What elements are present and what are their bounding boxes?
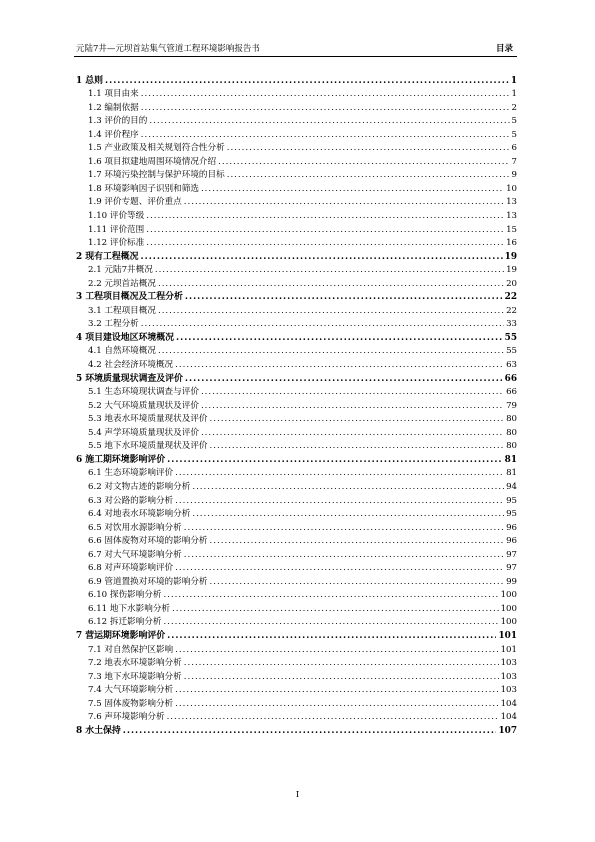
toc-dot-leader: [185, 291, 503, 303]
toc-page-number: 79: [506, 400, 517, 411]
toc-page-number: 55: [506, 346, 517, 357]
toc-entry-title: 6.7 对大气环境影响分析: [88, 549, 182, 560]
toc-entry-title: 6.11 地下水影响分析: [88, 603, 171, 614]
toc-section-entry[interactable]: [76, 439, 517, 453]
toc-entry-title: 7.4 大气环境影响分析: [88, 685, 174, 696]
toc-page-number: 101: [500, 644, 517, 655]
toc-dot-leader: [175, 495, 504, 507]
toc-section-entry[interactable]: [76, 588, 517, 602]
toc-entry-title: 6.5 对饮用水源影响分析: [88, 522, 182, 533]
toc-dot-leader: [210, 440, 505, 452]
toc-section-entry[interactable]: [76, 385, 517, 399]
toc-page-number: 100: [500, 617, 517, 628]
toc-entry-title: 7 营运期环境影响评价: [76, 630, 166, 641]
toc-section-entry[interactable]: [76, 642, 517, 656]
toc-page-number: 97: [506, 549, 517, 560]
toc-dot-leader: [175, 467, 504, 479]
toc-entry-title: 1.8 环境影响因子识别和筛选: [88, 183, 199, 194]
toc-entry-title: 6.9 管道置换对环境的影响分析: [88, 576, 208, 587]
toc-dot-leader: [218, 156, 509, 168]
toc-section-entry[interactable]: [76, 222, 517, 236]
toc-entry-title: 6.2 对文物古迹的影响分析: [88, 481, 191, 492]
toc-entry-title: 2.1 元陆7井概况: [88, 265, 153, 276]
toc-entry-title: 7.6 声环境影响分析: [88, 712, 165, 723]
toc-section-entry[interactable]: [76, 127, 517, 141]
toc-section-entry[interactable]: [76, 303, 517, 317]
toc-page-number: 100: [500, 603, 517, 614]
toc-page-number: 81: [506, 468, 517, 479]
toc-section-entry[interactable]: [76, 601, 517, 615]
toc-dot-leader: [141, 88, 510, 100]
toc-chapter-entry[interactable]: [76, 723, 517, 737]
toc-entry-title: 2 现有工程概况: [76, 251, 139, 262]
toc-page-number: 22: [504, 292, 517, 303]
toc-page-number: 66: [504, 373, 517, 384]
toc-dot-leader: [175, 562, 504, 574]
toc-page-number: 6: [511, 143, 517, 154]
toc-page-number: 80: [506, 427, 517, 438]
toc-entry-title: 1.9 评价专题、评价重点: [88, 197, 182, 208]
toc-section-entry[interactable]: [76, 263, 517, 277]
toc-dot-leader: [105, 75, 509, 87]
toc-dot-leader: [184, 549, 504, 561]
toc-entry-title: 1.6 项目拟建地周围环境情况介绍: [88, 156, 217, 167]
toc-dot-leader: [201, 400, 504, 412]
toc-page-number: 101: [498, 630, 517, 641]
toc-chapter-entry[interactable]: [76, 249, 517, 263]
toc-entry-title: 1.5 产业政策及相关规划符合性分析: [88, 143, 225, 154]
toc-page-number: 94: [506, 481, 517, 492]
toc-entry-title: 7.5 固体废物影响分析: [88, 698, 174, 709]
toc-dot-leader: [123, 725, 497, 737]
section-label: 目录: [495, 44, 513, 54]
toc-entry-title: 6.8 对声环境影响评价: [88, 563, 174, 574]
toc-section-entry[interactable]: [76, 168, 517, 182]
toc-page-number: 1: [510, 75, 517, 86]
toc-section-entry[interactable]: [76, 547, 517, 561]
toc-dot-leader: [175, 698, 498, 710]
toc-dot-leader: [175, 644, 498, 656]
toc-page-number: 1: [511, 89, 517, 100]
toc-page-number: 103: [500, 671, 517, 682]
toc-page-number: 5: [511, 116, 517, 127]
toc-page-number: 19: [504, 251, 517, 262]
toc-section-entry[interactable]: [76, 357, 517, 371]
document-title: 元陆7井—元坝首站集气管道工程环境影响报告书: [76, 44, 260, 54]
toc-section-entry[interactable]: [76, 154, 517, 168]
toc-entry-title: 7.2 地表水环境影响分析: [88, 658, 182, 669]
toc-dot-leader: [184, 522, 504, 534]
toc-page-number: 7: [511, 156, 517, 167]
toc-page-number: 103: [500, 685, 517, 696]
toc-page-number: 16: [506, 238, 517, 249]
toc-section-entry[interactable]: [76, 317, 517, 331]
toc-entry-title: 1.4 评价程序: [88, 129, 139, 140]
toc-entry-title: 3.1 工程项目概况: [88, 305, 156, 316]
toc-page-number: 63: [506, 360, 517, 371]
toc-section-entry[interactable]: [76, 344, 517, 358]
toc-page-number: 19: [506, 265, 517, 276]
toc-page-number: 13: [506, 197, 517, 208]
toc-page-number: 13: [506, 211, 517, 222]
toc-dot-leader: [210, 576, 505, 588]
toc-entry-title: 4.2 社会经济环境概况: [88, 360, 174, 371]
toc-section-entry[interactable]: [76, 615, 517, 629]
toc-dot-leader: [141, 102, 510, 114]
toc-dot-leader: [158, 278, 504, 290]
toc-dot-leader: [163, 616, 498, 628]
toc-entry-title: 2.2 元坝首站概况: [88, 278, 156, 289]
toc-page-number: 15: [506, 224, 517, 235]
toc-chapter-entry[interactable]: [76, 290, 517, 304]
toc-chapter-entry[interactable]: [76, 628, 517, 642]
toc-dot-leader: [141, 129, 510, 141]
page-header: [74, 42, 517, 57]
toc-page-number: 10: [506, 183, 517, 194]
toc-section-entry[interactable]: [76, 276, 517, 290]
toc-dot-leader: [146, 224, 504, 236]
toc-dot-leader: [146, 210, 504, 222]
toc-dot-leader: [172, 603, 499, 615]
toc-section-entry[interactable]: [76, 236, 517, 250]
toc-dot-leader: [167, 711, 499, 723]
toc-page-number: 95: [506, 495, 517, 506]
toc-entry-title: 6.10 探伤影响分析: [88, 590, 162, 601]
page-number: I: [295, 790, 300, 800]
toc-chapter-entry[interactable]: [76, 452, 517, 466]
toc-section-entry[interactable]: [76, 425, 517, 439]
toc-page-number: 81: [504, 454, 517, 465]
toc-dot-leader: [227, 169, 510, 181]
toc-dot-leader: [184, 196, 504, 208]
toc-dot-leader: [201, 386, 504, 398]
toc-page-number: 104: [500, 698, 517, 709]
toc-dot-leader: [227, 142, 510, 154]
toc-page-number: 103: [500, 658, 517, 669]
toc-page-number: 104: [500, 712, 517, 723]
toc-entry-title: 1 总则: [76, 75, 104, 86]
toc-dot-leader: [158, 305, 504, 317]
toc-section-entry[interactable]: [76, 507, 517, 521]
toc-dot-leader: [167, 454, 503, 466]
toc-section-entry[interactable]: [76, 208, 517, 222]
toc-dot-leader: [175, 684, 498, 696]
toc-entry-title: 3.2 工程分析: [88, 319, 139, 330]
toc-entry-title: 4 项目建设地区环境概况: [76, 332, 175, 343]
toc-entry-title: 5.5 地下水环境质量现状及评价: [88, 441, 208, 452]
toc-dot-leader: [167, 630, 496, 642]
toc-section-entry[interactable]: [76, 574, 517, 588]
toc-section-entry[interactable]: [76, 100, 517, 114]
toc-page-number: 9: [511, 170, 517, 181]
toc-section-entry[interactable]: [76, 656, 517, 670]
toc-section-entry[interactable]: [76, 195, 517, 209]
toc-dot-leader: [175, 359, 504, 371]
toc-entry-title: 5.1 生态环境现状调查与评价: [88, 387, 199, 398]
toc-dot-leader: [149, 115, 509, 127]
toc-entry-title: 7.1 对自然保护区影响: [88, 644, 174, 655]
toc-dot-leader: [141, 251, 503, 263]
toc-entry-title: 5.3 地表水环境质量现状及评价: [88, 414, 208, 425]
toc-dot-leader: [192, 508, 504, 520]
toc-entry-title: 1.10 评价等级: [88, 211, 145, 222]
toc-entry-title: 5.2 大气环境质量现状及评价: [88, 400, 199, 411]
toc-entry-title: 6.4 对地表水环境影响分析: [88, 509, 191, 520]
toc-page-number: 66: [506, 387, 517, 398]
toc-section-entry[interactable]: [76, 669, 517, 683]
toc-page-number: 5: [511, 129, 517, 140]
toc-dot-leader: [141, 318, 504, 330]
toc-section-entry[interactable]: [76, 466, 517, 480]
toc-entry-title: 1.7 环境污染控制与保护环境的目标: [88, 170, 225, 181]
toc-section-entry[interactable]: [76, 398, 517, 412]
toc-section-entry[interactable]: [76, 412, 517, 426]
toc-entry-title: 1.2 编制依据: [88, 102, 139, 113]
toc-page-number: 100: [500, 590, 517, 601]
toc-page-number: 97: [506, 563, 517, 574]
table-of-contents: [76, 73, 517, 737]
toc-page-number: 20: [506, 278, 517, 289]
toc-entry-title: 3 工程项目概况及工程分析: [76, 292, 183, 303]
toc-dot-leader: [184, 657, 499, 669]
toc-page-number: 96: [506, 536, 517, 547]
toc-dot-leader: [201, 183, 504, 195]
toc-section-entry[interactable]: [76, 534, 517, 548]
toc-entry-title: 8 水土保持: [76, 725, 121, 736]
toc-entry-title: 6.6 固体废物对环境的影响分析: [88, 536, 208, 547]
toc-page-number: 22: [506, 305, 517, 316]
toc-entry-title: 6.1 生态环境影响评价: [88, 468, 174, 479]
toc-section-entry[interactable]: [76, 683, 517, 697]
toc-dot-leader: [185, 373, 503, 385]
toc-dot-leader: [163, 589, 498, 601]
toc-dot-leader: [176, 332, 503, 344]
toc-page-number: 96: [506, 522, 517, 533]
toc-section-entry[interactable]: [76, 114, 517, 128]
toc-section-entry[interactable]: [76, 479, 517, 493]
toc-section-entry[interactable]: [76, 493, 517, 507]
toc-section-entry[interactable]: [76, 696, 517, 710]
toc-dot-leader: [155, 264, 504, 276]
toc-section-entry[interactable]: [76, 520, 517, 534]
toc-page-number: 80: [506, 441, 517, 452]
toc-entry-title: 5 环境质量现状调查及评价: [76, 373, 183, 384]
toc-entry-title: 6 施工期环境影响评价: [76, 454, 166, 465]
toc-dot-leader: [192, 481, 504, 493]
toc-dot-leader: [146, 237, 504, 249]
toc-dot-leader: [201, 427, 504, 439]
toc-page-number: 80: [506, 414, 517, 425]
toc-entry-title: 1.3 评价的目的: [88, 116, 148, 127]
toc-entry-title: 5.4 声学环境质量现状及评价: [88, 427, 199, 438]
toc-entry-title: 6.3 对公路的影响分析: [88, 495, 174, 506]
toc-entry-title: 1.1 项目由来: [88, 89, 139, 100]
toc-section-entry[interactable]: [76, 87, 517, 101]
toc-page-number: 95: [506, 509, 517, 520]
toc-dot-leader: [210, 413, 505, 425]
toc-section-entry[interactable]: [76, 181, 517, 195]
toc-chapter-entry[interactable]: [76, 73, 517, 87]
toc-page-number: 33: [506, 319, 517, 330]
toc-section-entry[interactable]: [76, 710, 517, 724]
toc-dot-leader: [184, 671, 499, 683]
toc-entry-title: 6.12 拆迁影响分析: [88, 617, 162, 628]
toc-entry-title: 1.11 评价范围: [88, 224, 145, 235]
toc-chapter-entry[interactable]: [76, 371, 517, 385]
toc-section-entry[interactable]: [76, 141, 517, 155]
toc-dot-leader: [158, 345, 504, 357]
toc-entry-title: 4.1 自然环境概况: [88, 346, 156, 357]
toc-page-number: 2: [511, 102, 517, 113]
toc-dot-leader: [210, 535, 505, 547]
toc-section-entry[interactable]: [76, 561, 517, 575]
toc-page-number: 55: [504, 332, 517, 343]
toc-page-number: 99: [506, 576, 517, 587]
toc-entry-title: 1.12 评价标准: [88, 238, 145, 249]
toc-page-number: 107: [498, 725, 517, 736]
toc-entry-title: 7.3 地下水环境影响分析: [88, 671, 182, 682]
toc-chapter-entry[interactable]: [76, 330, 517, 344]
